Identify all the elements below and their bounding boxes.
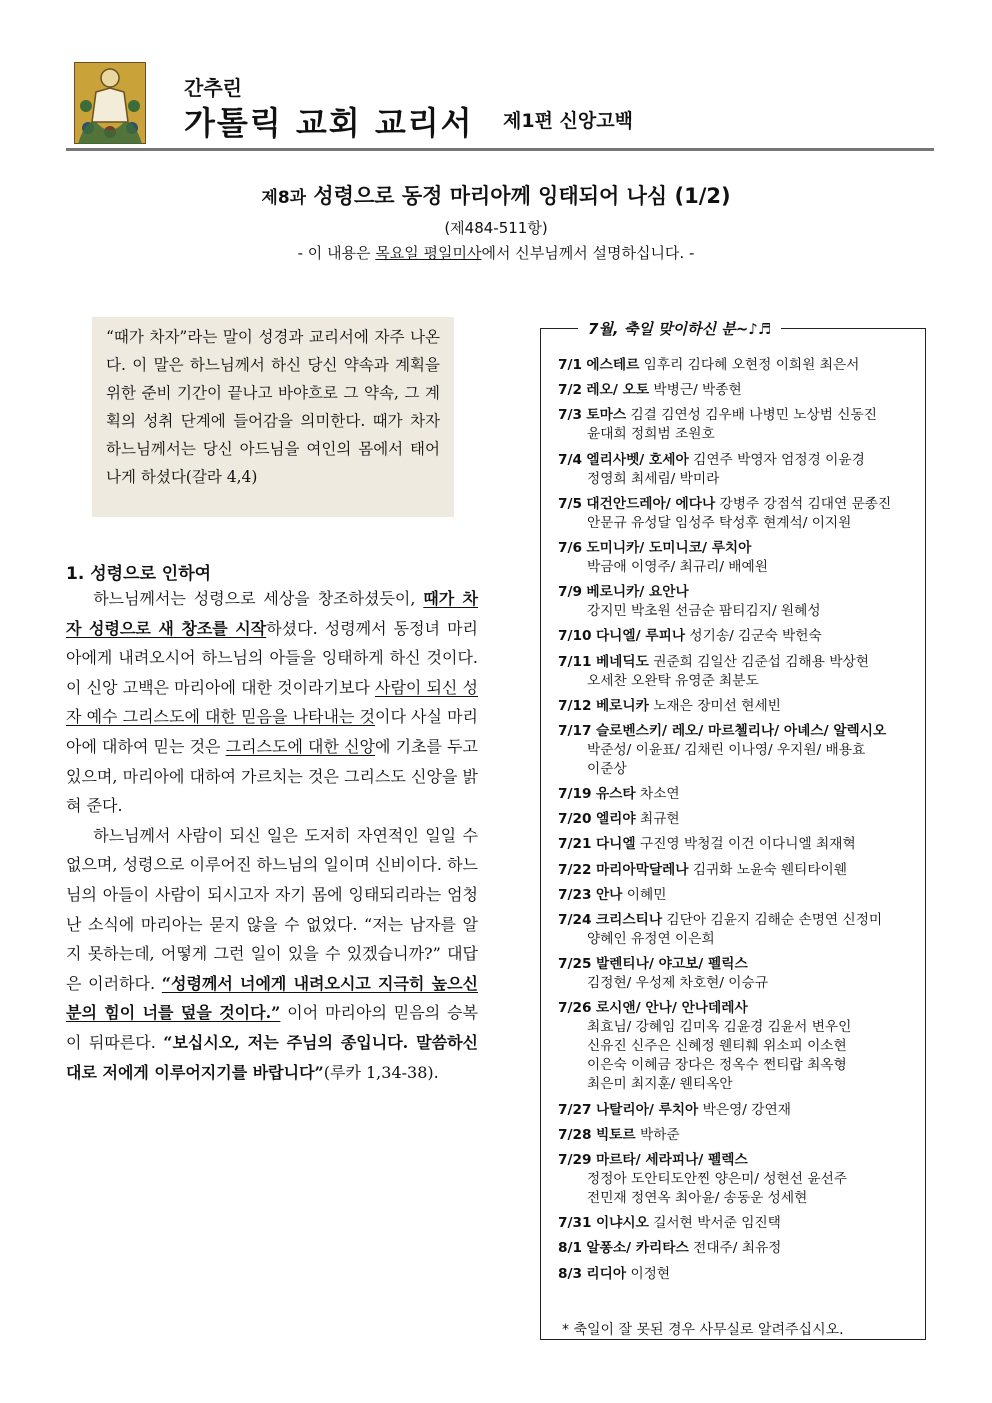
feast-date: 7/28: [558, 1126, 592, 1143]
lesson-name: 성령으로 동정 마리아께 잉태되어 나심 (1/2): [313, 184, 731, 208]
feast-entry: [558, 1126, 918, 1145]
p2-emphasis: “보십시오, 저는 주님의 종입니다. 말씀하신 대로 저에게 이루어지기를 바랍니다”: [66, 1032, 478, 1082]
p1-text: 하셨다. 성령께서 동정녀 마리아에게 내려오시어 하느님의 아들을 잉태하게 하신 것이다. 이 신앙 고백은 마리아에 대한 것이라기보다: [66, 618, 478, 697]
feast-entry: [558, 627, 918, 646]
feast-saint: 슬로벤스키/ 레오/ 마르첼리나/ 아녜스/ 알렉시오: [595, 722, 887, 739]
feast-saint: 베네딕도: [595, 653, 649, 670]
feast-date: 7/27: [558, 1101, 592, 1118]
feast-saint: 다니엘/ 루피나: [595, 628, 686, 645]
section-body: [66, 584, 478, 1087]
feast-entry-line: [558, 861, 918, 880]
feast-names: 길서현 박서준 임진택: [653, 1215, 781, 1232]
feast-entry: [558, 653, 918, 691]
feast-date: 7/23: [558, 886, 592, 903]
feast-names: 박금애 이영주/ 최규리/ 배예원: [587, 558, 768, 575]
feast-day-list: [558, 356, 918, 1290]
feast-saint: 마르타/ 세라피나/ 펠렉스: [595, 1151, 748, 1168]
lesson-note: [0, 242, 992, 263]
feast-date: 7/24: [558, 912, 592, 928]
feast-entry-line: [558, 1265, 918, 1284]
feast-footnote: * 축일이 잘 못된 경우 사무실로 알려주십시오.: [562, 1322, 844, 1338]
feast-names: 최규현: [639, 811, 680, 828]
feast-date: 7/12: [558, 697, 592, 714]
p1-emphasis: 때가 차자 성령으로 새 창조를 시작: [66, 589, 478, 638]
feast-entry: [558, 1239, 918, 1258]
feast-entry: [558, 1101, 918, 1120]
feast-names-line: [558, 1037, 918, 1056]
feast-date: 7/20: [558, 811, 592, 828]
feast-names-line: [558, 558, 918, 577]
feast-entry: [558, 539, 918, 577]
feast-entry-line: [558, 627, 918, 646]
feast-date: 7/3: [558, 407, 583, 424]
feast-names: 김결 김연성 김우배 나병민 노상범 신동진: [630, 407, 877, 424]
p2-emphasis: “성령께서 너에게 내려오시고 지극히 높으신 분의 힘이 너를 덮을 것이다.”: [66, 973, 478, 1023]
feast-names: 강병주 강점석 김대연 문종진: [719, 495, 892, 512]
feast-saint: 유스타: [595, 786, 636, 803]
feast-date: 7/4: [558, 451, 583, 468]
feast-date: 7/5: [558, 495, 583, 512]
feast-saint: 베로니카/ 요안나: [586, 584, 689, 601]
feast-saint: 레오/ 오토: [586, 382, 650, 399]
feast-date: 7/19: [558, 786, 592, 803]
feast-names-line: [558, 602, 918, 621]
feast-names: 윤대희 정희범 조원호: [587, 426, 715, 443]
feast-names: 박은영/ 강연재: [702, 1101, 791, 1118]
paragraph-2: [66, 821, 478, 1087]
feast-names: 김단아 김윤지 김해순 손명연 신정미: [666, 912, 883, 928]
feast-entry-line: [558, 1214, 918, 1233]
feast-names: 차소연: [639, 786, 680, 803]
feast-saint: 크리스티나: [595, 912, 663, 928]
feast-names: 임후리 김다혜 오현정 이희원 최은서: [643, 357, 860, 373]
p2-text: (루카 1,34-38).: [323, 1062, 439, 1082]
feast-names: 정영희 최세림/ 박미라: [587, 470, 720, 487]
header-divider: [66, 148, 934, 151]
feast-entry: [558, 697, 918, 716]
feast-names-line: [558, 672, 918, 691]
feast-entry-line: [558, 356, 918, 375]
feast-entry: [558, 785, 918, 804]
feast-names-line: [558, 930, 918, 949]
feast-saint: 발렌티나/ 야고보/ 펠릭스: [595, 956, 748, 973]
p1-text: 에 기초를 두고 있으며, 마리아에 대하여 가르치는 것은 그리스도 신앙을 밝혀 준다.: [66, 736, 478, 816]
feast-entry-line: [558, 1239, 918, 1258]
feast-date: 7/29: [558, 1151, 592, 1168]
feast-date: 7/17: [558, 722, 592, 739]
feast-entry-line: [558, 451, 918, 470]
feast-names: 최은미 최지훈/ 웬티옥안: [587, 1076, 733, 1093]
feast-entry-line: [558, 406, 918, 425]
feast-names: 이은숙 이혜금 장다은 정옥수 쩐티랍 최옥형: [587, 1057, 847, 1074]
feast-date: 7/26: [558, 1000, 592, 1017]
feast-saint: 대건안드레아/ 에다나: [586, 495, 716, 512]
feast-saint: 알퐁소/ 카리타스: [586, 1240, 689, 1257]
feast-saint: 엘리사벳/ 호세아: [586, 451, 689, 468]
feast-names: 최효님/ 강혜임 김미옥 김윤경 김윤서 변우인: [587, 1019, 852, 1036]
feast-entry-line: [558, 886, 918, 905]
feast-entry-line: [558, 381, 918, 400]
feast-date: 7/22: [558, 861, 592, 878]
feast-entry: [558, 911, 918, 949]
feast-saint: 리디아: [586, 1265, 627, 1282]
feast-saint: 이냐시오: [595, 1215, 649, 1232]
feast-date: 7/31: [558, 1215, 592, 1232]
feast-entry-line: [558, 1101, 918, 1120]
feast-names-line: [558, 974, 918, 993]
header-subtitle: 제1편 신앙고백: [503, 110, 633, 132]
feast-saint: 엘리야: [595, 811, 636, 828]
feast-date: 8/1: [558, 1240, 583, 1257]
feast-date: 7/9: [558, 584, 583, 601]
section-title: 1. 성령으로 인하여: [66, 564, 212, 584]
feast-saint: 빅토르: [595, 1126, 636, 1143]
feast-names: 성기송/ 김군숙 박헌숙: [689, 628, 822, 645]
feast-saint: 토마스: [586, 407, 627, 424]
feast-entry: [558, 1265, 918, 1284]
feast-names-line: [558, 741, 918, 760]
feast-date: 7/21: [558, 836, 592, 853]
feast-date: 8/3: [558, 1265, 583, 1282]
feast-names: 김연주 박영자 엄정경 이윤경: [693, 451, 865, 468]
feast-names: 신유진 신주은 신혜정 웬티훼 위소피 이소현: [587, 1038, 847, 1055]
feast-entry-line: [558, 583, 918, 602]
feast-entry: [558, 583, 918, 621]
feast-names: 오세찬 오완탁 유영준 최분도: [587, 672, 759, 689]
p1-underline: 사람이 되신 성자 예수 그리스도에 대한 믿음을 나타내는 것: [66, 677, 478, 727]
feast-entry: [558, 451, 918, 489]
feast-entry: [558, 810, 918, 829]
feast-names: 박하준: [639, 1126, 680, 1143]
feast-entry-line: [558, 955, 918, 974]
catechism-logo-icon: [74, 62, 146, 144]
note-text-after: 에서 신부님께서 설명하십니다. -: [481, 244, 695, 262]
p1-text: 하느님께서는 성령으로 세상을 창조하셨듯이,: [93, 589, 424, 608]
feast-names: 김귀화 노윤숙 웬티타이웬: [692, 861, 848, 878]
feast-names: 이혜민: [626, 886, 667, 903]
feast-names: 이정현: [630, 1265, 671, 1282]
feast-date: 7/2: [558, 382, 583, 399]
feast-entry-line: [558, 697, 918, 716]
feast-entry-line: [558, 495, 918, 514]
feast-entry-line: [558, 785, 918, 804]
header-main-title: 가톨릭 교회 교리서: [184, 104, 474, 142]
feast-saint: 도미니카/ 도미니코/ 루치아: [586, 539, 752, 556]
feast-entry-line: [558, 810, 918, 829]
feast-entry: [558, 406, 918, 444]
note-text-before: - 이 내용은: [297, 244, 376, 262]
feast-names-line: [558, 425, 918, 444]
feast-names: 김정현/ 우성제 차호현/ 이승규: [587, 975, 768, 992]
feast-entry-line: [558, 999, 918, 1018]
feast-entry-line: [558, 911, 918, 930]
feast-saint: 다니엘: [595, 836, 636, 853]
feast-names: 이준상: [587, 760, 627, 777]
p1-underline: 그리스도에 대한 신앙: [225, 736, 375, 756]
feast-entry: [558, 381, 918, 400]
feast-names-line: [558, 1170, 918, 1189]
feast-entry: [558, 999, 918, 1094]
feast-names: 양혜인 유정연 이은희: [587, 931, 715, 947]
feast-names-line: [558, 514, 918, 533]
feast-entry: [558, 861, 918, 880]
p2-text: 하느님께서 사람이 되신 일은 도저히 자연적인 일일 수 없으며, 성령으로 이루어진 하느님의 일이며 신비이다. 하느님의 아들이 사람이 되시고자 자기 몸에 잉태되리라는 엄청난 소식에 마리아는 묻지 않을 수 없었다. “저는 남자를 알지 못하는데, 어떻게 그런 일이 있을 수 있겠습니까?” 대답은 이러하다.: [66, 825, 478, 993]
feast-entry-line: [558, 1126, 918, 1145]
feast-names-line: [558, 1189, 918, 1208]
feast-names: 박병근/ 박종현: [653, 382, 742, 399]
feast-names: 전민재 정연옥 최아윤/ 송동운 성세현: [587, 1189, 808, 1206]
paragraph-1: [66, 584, 478, 821]
feast-names: 노재은 장미선 현세빈: [653, 697, 781, 714]
feast-names-line: [558, 1056, 918, 1075]
feast-names: 박준성/ 이윤표/ 김채린 이나영/ 우지원/ 배용효: [587, 741, 866, 758]
feast-names: 강지민 박초원 선금순 팜티김지/ 원혜성: [587, 603, 821, 620]
feast-date: 7/6: [558, 539, 583, 556]
feast-saint: 베로니카: [595, 697, 649, 714]
feast-names-line: [558, 1075, 918, 1094]
feast-entry: [558, 886, 918, 905]
feast-saint: 로시앤/ 안나/ 안나데레사: [595, 1000, 748, 1017]
feast-entry: [558, 722, 918, 779]
intro-quote-box: “때가 차자”라는 말이 성경과 교리서에 자주 나온다. 이 말은 하느님께서 하신 당신 약속과 계획을 위한 준비 기간이 끝나고 바야흐로 그 약속, 그 계획의 성취 단계에 들어감을 의미한다. 때가 차자 하느님께서는 당신 아드님을 여인의 몸에서 태어나게 하셨다(갈라 4,4): [92, 317, 454, 517]
feast-date: 7/11: [558, 653, 592, 670]
feast-entry-line: [558, 835, 918, 854]
feast-entry-line: [558, 653, 918, 672]
feast-saint: 안나: [595, 886, 623, 903]
feast-names: 권준희 김일산 김준섭 김해용 박상현: [653, 653, 869, 670]
feast-day-title: 7월, 축일 맞이하신 분~♪♬: [578, 318, 781, 339]
feast-entry: [558, 495, 918, 533]
feast-entry: [558, 835, 918, 854]
feast-entry: [558, 955, 918, 993]
feast-entry-line: [558, 722, 918, 741]
feast-names-line: [558, 1018, 918, 1037]
feast-entry: [558, 356, 918, 375]
feast-saint: 에스테르: [586, 357, 640, 373]
header-small-title: 간추린: [184, 76, 242, 100]
feast-entry-line: [558, 1151, 918, 1170]
feast-saint: 나탈리아/ 루치아: [595, 1101, 699, 1118]
feast-entry-line: [558, 539, 918, 558]
feast-saint: 마리아막달레나: [595, 861, 689, 878]
feast-date: 7/10: [558, 628, 592, 645]
feast-names: 안문규 유성달 임성주 탁성후 현계석/ 이지원: [587, 514, 852, 531]
p2-text: 이어 마리아의 믿음의 승복이 뒤따른다.: [66, 1003, 478, 1052]
lesson-range: (제484-511항): [444, 219, 548, 237]
feast-date: 7/25: [558, 956, 592, 973]
p1-text: 이다 사실 마리아에 대하여 믿는 것은: [66, 707, 478, 756]
feast-entry: [558, 1151, 918, 1208]
feast-names: 구진영 박청걸 이건 이다니엘 최재혁: [639, 836, 856, 853]
feast-names: 정정아 도안티도안찐 양은미/ 성현선 윤선주: [587, 1170, 848, 1187]
feast-names: 전대주/ 최유정: [693, 1240, 782, 1257]
lesson-number: 제8과: [261, 188, 307, 208]
feast-entry: [558, 1214, 918, 1233]
lesson-title: [0, 180, 992, 210]
feast-names-line: [558, 470, 918, 489]
note-text-underlined: 목요일 평일미사: [375, 244, 482, 262]
feast-names-line: [558, 760, 918, 779]
feast-date: 7/1: [558, 357, 583, 373]
